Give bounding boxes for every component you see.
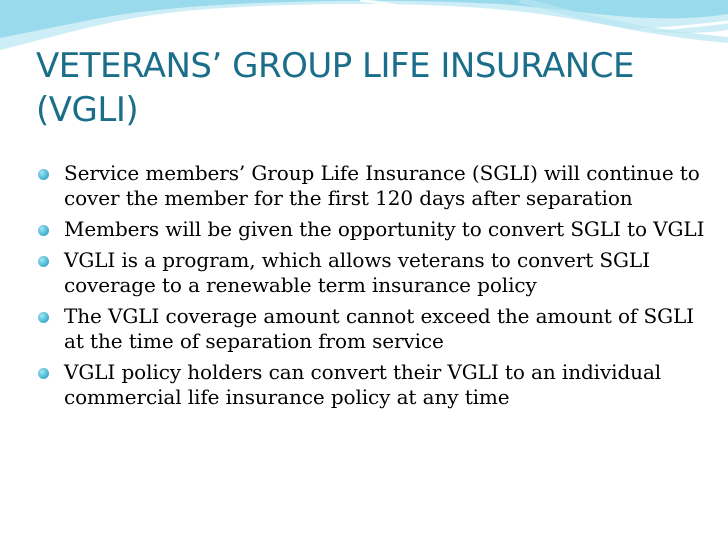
bullet-text: The VGLI coverage amount cannot exceed the amount of SGLI at the time of separation from service <box>64 304 694 353</box>
bullet-text: VGLI is a program, which allows veterans to convert SGLI coverage to a renewable term insurance policy <box>64 248 650 297</box>
slide-title: VETERANS’ GROUP LIFE INSURANCE (VGLI) <box>36 46 634 131</box>
bullet-item <box>36 248 712 298</box>
bullet-icon <box>38 169 49 180</box>
bullet-item <box>36 304 712 354</box>
bullet-text: Members will be given the opportunity to convert SGLI to VGLI <box>64 217 705 241</box>
bullet-icon <box>38 368 49 379</box>
bullet-list <box>36 161 712 416</box>
bullet-text: VGLI policy holders can convert their VGLI to an individual commercial life insurance policy at any time <box>64 360 662 409</box>
bullet-icon <box>38 256 49 267</box>
bullet-icon <box>38 225 49 236</box>
bullet-item <box>36 161 712 211</box>
bullet-item <box>36 217 712 242</box>
bullet-icon <box>38 312 49 323</box>
bullet-text: Service members’ Group Life Insurance (SGLI) will continue to cover the member for the first 120 days after separation <box>64 161 700 210</box>
bullet-item <box>36 360 712 410</box>
